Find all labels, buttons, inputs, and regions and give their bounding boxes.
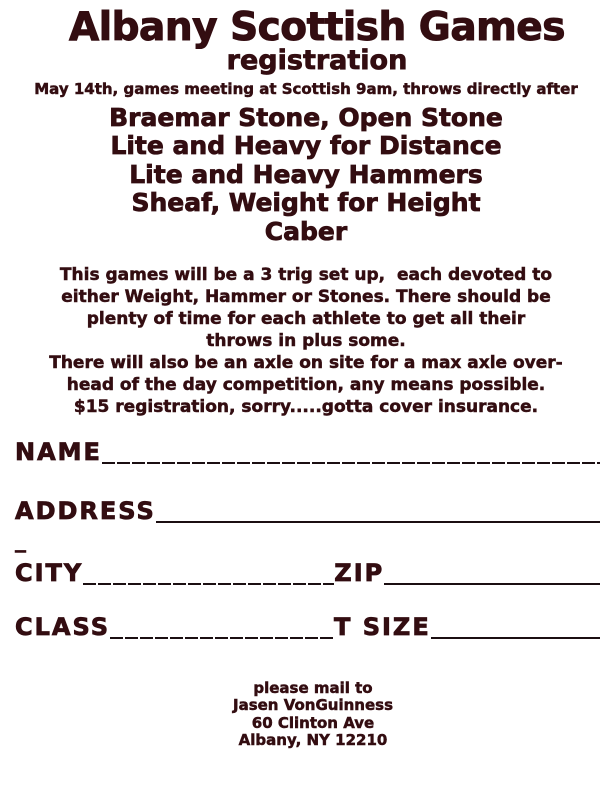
zip-blank-line <box>384 583 600 585</box>
mailing-street: 60 Clinton Ave <box>251 713 375 732</box>
description-line: head of the day competition, any means possible. <box>66 375 546 395</box>
class-blank-line <box>110 637 334 639</box>
event-item: Sheaf, Weight for Height <box>131 188 481 218</box>
description-line: throws in plus some. <box>206 331 406 351</box>
address-line-overflow-mark: _ <box>15 528 26 553</box>
description-line: This games will be a 3 trig set up, each devoted to <box>59 265 553 285</box>
tsize-blank-line <box>431 637 600 639</box>
event-item: Braemar Stone, Open Stone <box>109 103 503 132</box>
description-line: either Weight, Hammer or Stones. There should be <box>61 287 551 307</box>
class-label: CLASS <box>15 613 110 641</box>
description-line: plenty of time for each athlete to get all their <box>86 309 526 329</box>
description-paragraph <box>0 264 612 418</box>
tsize-label: T SIZE <box>333 613 431 641</box>
event-date-line: May 14th, games meeting at Scottish 9am, throws directly after <box>34 80 578 98</box>
mailing-intro: please mail to <box>253 679 373 697</box>
description-line: There will also be an axle on site for a max axle over- <box>49 353 563 373</box>
event-item: Lite and Heavy Hammers <box>129 159 483 189</box>
city-blank-line <box>83 583 334 585</box>
city-label: CITY <box>15 559 84 587</box>
description-line: $15 registration, sorry.....gotta cover insurance. <box>73 397 539 417</box>
mailing-city-state-zip: Albany, NY 12210 <box>238 731 388 750</box>
events-list <box>0 104 612 246</box>
page-title: Albany Scottish Games <box>69 5 565 50</box>
name-label: NAME <box>15 438 102 466</box>
class-tsize-field-row <box>15 611 600 639</box>
mailing-block <box>0 680 612 750</box>
address-label: ADDRESS <box>15 497 156 525</box>
name-field-row <box>15 436 600 464</box>
name-blank-line <box>102 462 600 464</box>
mailing-recipient: Jasen VonGuinness <box>233 696 393 715</box>
address-field-row <box>15 495 600 523</box>
city-zip-field-row <box>15 557 600 585</box>
event-item: Caber <box>264 216 348 246</box>
registration-subtitle: registration <box>226 45 408 76</box>
event-item: Lite and Heavy for Distance <box>110 131 502 161</box>
address-blank-line <box>156 521 600 523</box>
zip-label: ZIP <box>334 559 385 587</box>
